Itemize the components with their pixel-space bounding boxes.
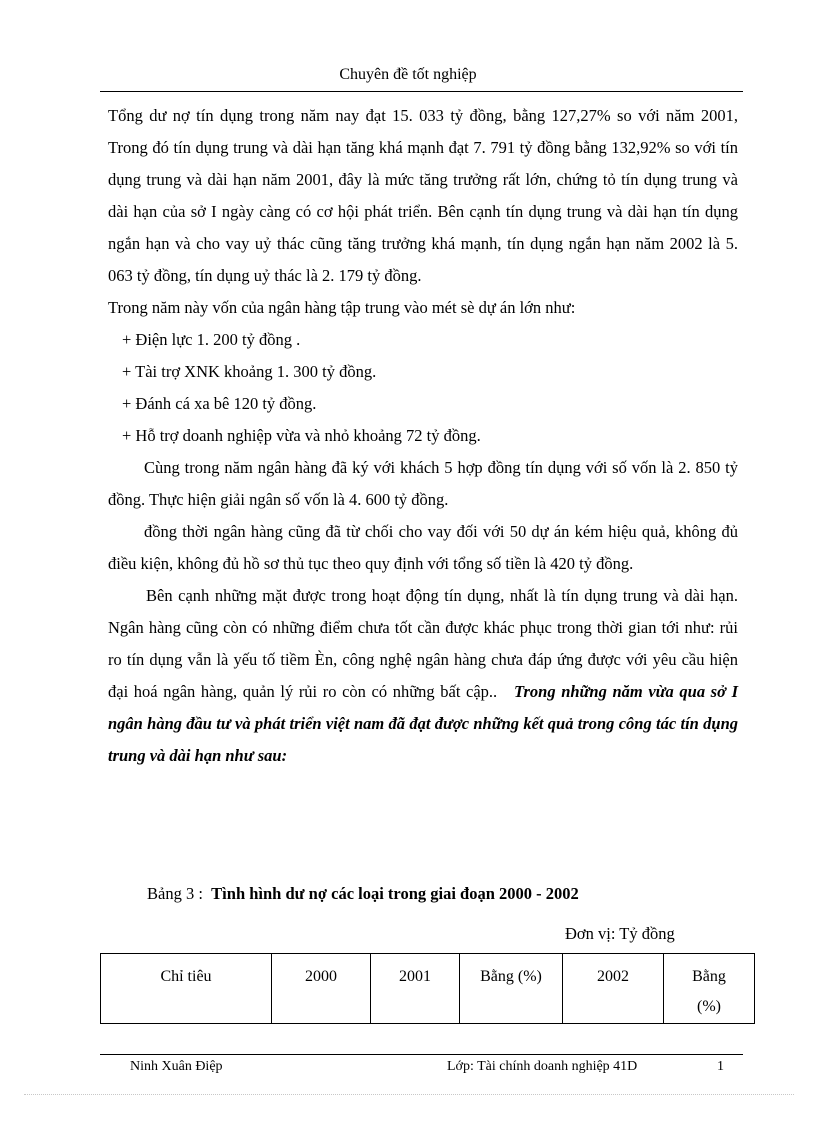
footer-class: Lớp: Tài chính doanh nghiệp 41D xyxy=(447,1059,638,1074)
header-cell-indicator: Chỉ tiêu xyxy=(101,954,272,1024)
shortcomings-text: Bên cạnh những mặt được trong hoạt động tín dụng, nhất là tín dụng trung và dài hạn. Ngân hàng cũng còn có những điểm chưa tốt cần được khác phục trong thời gian tới như: rủi ro tín dụng vẫn là yếu tố tiềm Èn, công nghệ ngân hàng chưa đáp ứng được với yêu cầu hiện đại hoá ngân hàng, quản lý rủi ro còn có những bất cập.. xyxy=(108,586,738,701)
footer-author: Ninh Xuân Điệp xyxy=(130,1059,223,1074)
paragraph-rejections: đồng thời ngân hàng cũng đã từ chối cho vay đối với 50 dự án kém hiệu quả, không đủ điều kiện, không đủ hồ sơ thủ tục theo quy định với tổng số tiền là 420 tỷ đồng. xyxy=(108,522,738,573)
body-text xyxy=(108,100,738,772)
debt-table xyxy=(100,953,755,1024)
header-cell-2000: 2000 xyxy=(272,954,371,1024)
paragraph-projects-intro: Trong năm này vốn của ngân hàng tập trung vào mét sè dự án lớn như: xyxy=(108,298,576,317)
header-divider xyxy=(100,91,743,92)
bullet-item: + Đánh cá xa bê 120 tỷ đồng. xyxy=(122,394,317,413)
bullet-item: + Hỗ trợ doanh nghiệp vừa và nhỏ khoảng 72 tỷ đồng. xyxy=(122,426,481,445)
table-caption-label: Bảng 3 : xyxy=(147,884,203,903)
paragraph-credit-summary: Tổng dư nợ tín dụng trong năm nay đạt 15. 033 tỷ đồng, bằng 127,27% so với năm 2001, Trong đó tín dụng trung và dài hạn tăng khá mạnh đạt 7. 791 tỷ đồng bằng 132,92% so với tín dụng trung và dài hạn năm 2001, đây là mức tăng trưởng rất lớn, chứng tỏ tín dụng trung và dài hạn của sở I ngày càng có cơ hội phát triển. Bên cạnh tín dụng trung và dài hạn tín dụng ngắn hạn và cho vay uỷ thác cũng tăng trưởng khá mạnh, tín dụng ngắn hạn năm 2002 là 5. 063 tỷ đồng, tín dụng uỷ thác là 2. 179 tỷ đồng. xyxy=(108,106,738,285)
emphasis-text: Trong những năm vừa qua sở I ngân hàng đầu tư và phát triển việt nam đã đạt được những kết quả trong công tác tín dụng trung và dài hạn như sau: xyxy=(108,682,738,765)
header-cell-ratio-1: Bằng (%) xyxy=(460,954,563,1024)
header-cell-ratio-2: Bằng (%) xyxy=(664,954,755,1024)
page-header-title: Chuyên đề tốt nghiệp xyxy=(339,66,477,83)
bullet-item: + Điện lực 1. 200 tỷ đồng . xyxy=(122,330,301,349)
bullet-item: + Tài trợ XNK khoảng 1. 300 tỷ đồng. xyxy=(122,362,377,381)
page-bottom-dotted-line xyxy=(24,1094,794,1095)
footer-divider xyxy=(100,1054,743,1055)
page-number: 1 xyxy=(717,1059,724,1074)
paragraph-contracts: Cùng trong năm ngân hàng đã ký với khách 5 hợp đồng tín dụng với số vốn là 2. 850 tỷ đồng. Thực hiện giải ngân số vốn là 4. 600 tỷ đồng. xyxy=(108,458,738,509)
header-cell-2001: 2001 xyxy=(371,954,460,1024)
table-unit: Đơn vị: Tỷ đồng xyxy=(565,924,675,943)
table-caption xyxy=(147,884,579,904)
header-cell-2002: 2002 xyxy=(563,954,664,1024)
paragraph-shortcomings xyxy=(108,580,738,772)
table-caption-title: Tình hình dư nợ các loại trong giai đoạn 2000 - 2002 xyxy=(211,884,579,903)
table-header-row xyxy=(101,954,755,1024)
